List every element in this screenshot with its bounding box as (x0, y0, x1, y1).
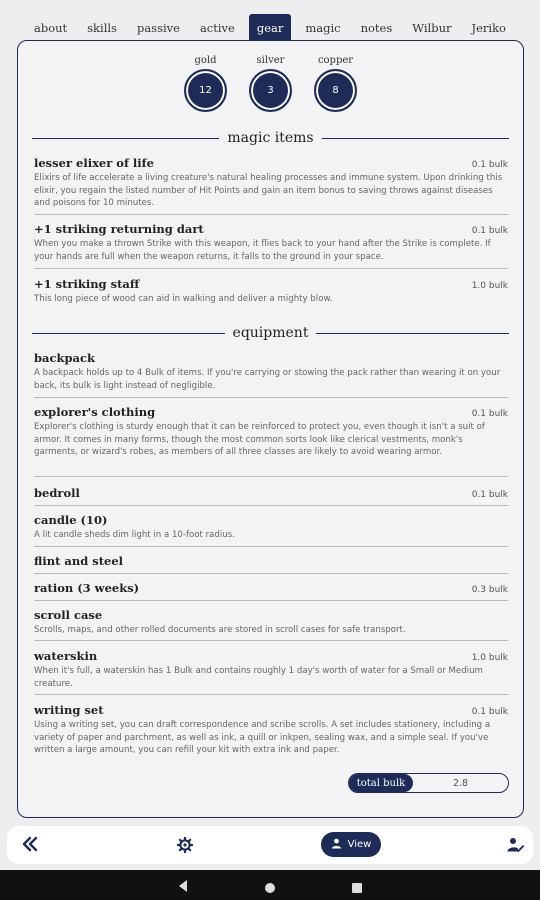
item-description: Elixirs of life accelerate a living creature's natural healing processes and immune system. Upon drinking this elixir, you regain the listed number of Hit Points and gain an item bonus to saving throws against diseases and poisons for 10 minutes. (34, 173, 503, 208)
item-description: A backpack holds up to 4 Bulk of items. If you're carrying or stowing the pack rather than wearing it on your back, its bulk is light instead of negligible. (34, 368, 501, 391)
item-name: candle (10) (34, 513, 108, 527)
item-bulk: 0.1 bulk (471, 707, 508, 717)
item-name: backpack (34, 351, 95, 365)
back-nav-icon[interactable] (177, 878, 189, 897)
tab-notes[interactable]: notes (360, 21, 393, 35)
item-description: Explorer's clothing is sturdy enough that it can be reinforced to protect you, even though it isn't a suit of armor. It comes in many forms, though the most common sorts look like clerical vestments, monk's garments, or wizard's robes, as members of all three classes are likely to avoid wearing armor. (34, 422, 485, 457)
coin-value[interactable]: 3 (249, 69, 292, 112)
total-bulk-label: total bulk (349, 774, 413, 792)
section-title: equipment (232, 325, 309, 341)
item-bulk: 1.0 bulk (471, 281, 508, 291)
tab-active[interactable]: active (199, 21, 235, 35)
item-bulk: 0.1 bulk (471, 409, 508, 419)
list-item[interactable] (34, 608, 508, 641)
item-name: explorer's clothing (34, 405, 156, 419)
tab-magic[interactable]: magic (305, 21, 341, 35)
list-item[interactable] (34, 156, 508, 215)
total-bulk-value: 2.8 (452, 777, 469, 789)
coin-value[interactable]: 8 (314, 69, 357, 112)
tab-skills[interactable]: skills (87, 21, 117, 35)
coin-label: silver (256, 55, 285, 66)
item-description: A lit candle sheds dim light in a 10-foot radius. (34, 530, 235, 540)
item-name: waterskin (34, 649, 98, 663)
item-name: lesser elixer of life (34, 156, 154, 170)
list-item[interactable] (34, 486, 508, 506)
item-description: Using a writing set, you can draft correspondence and scribe scrolls. A set includes stationery, including a variety of paper and parchment, as well as ink, a quill or inkpen, sealing wax, and a simple seal. If you've written a large amount, you can refill your kit with extra ink and paper. (34, 720, 491, 755)
coin-gold[interactable] (184, 55, 228, 112)
bottom-toolbar (7, 826, 533, 864)
home-nav-icon[interactable] (264, 879, 276, 898)
item-bulk: 0.1 bulk (471, 490, 508, 500)
coin-purse (18, 55, 523, 112)
total-bulk (348, 773, 509, 793)
list-item[interactable] (34, 351, 508, 398)
list-item[interactable] (34, 554, 508, 574)
tab-jeriko[interactable]: Jeriko (471, 21, 506, 35)
double-chevron-left-icon[interactable] (21, 835, 39, 857)
item-name: flint and steel (34, 554, 124, 568)
person-edit-icon[interactable] (507, 837, 525, 857)
list-item[interactable] (34, 649, 508, 695)
gear-icon[interactable] (177, 837, 193, 857)
coin-label: copper (317, 55, 354, 66)
system-navigation-bar (0, 870, 540, 900)
item-description: When you make a thrown Strike with this weapon, it flies back to your hand after the Strike is complete. If your hands are full when the weapon returns, it falls to the ground in your space. (34, 239, 491, 262)
view-button[interactable] (321, 832, 381, 857)
item-bulk: 0.1 bulk (471, 160, 508, 170)
coin-label: gold (194, 55, 217, 66)
item-description: This long piece of wood can aid in walking and deliver a mighty blow. (34, 294, 333, 304)
item-description: Scrolls, maps, and other rolled documents are stored in scroll cases for safe transport. (34, 625, 406, 635)
magic-items-header (32, 129, 509, 147)
equipment-header (32, 324, 509, 342)
item-bulk: 0.1 bulk (471, 226, 508, 236)
item-name: bedroll (34, 486, 80, 500)
gear-panel (17, 40, 524, 818)
tab-bar (28, 14, 512, 42)
coin-copper[interactable] (314, 55, 358, 112)
item-name: scroll case (34, 608, 103, 622)
item-description: When it's full, a waterskin has 1 Bulk and contains roughly 1 day's worth of water for a Small or Medium creature. (34, 666, 483, 689)
item-name: ration (3 weeks) (34, 581, 140, 595)
tab-passive[interactable]: passive (136, 21, 180, 35)
tab-gear[interactable]: gear (249, 14, 292, 43)
list-item[interactable] (34, 405, 508, 477)
recents-nav-icon[interactable] (351, 879, 363, 898)
item-bulk: 1.0 bulk (471, 653, 508, 663)
item-name: +1 striking returning dart (34, 222, 204, 236)
list-item[interactable] (34, 222, 508, 269)
list-item[interactable] (34, 581, 508, 601)
tab-wilbur[interactable]: Wilbur (412, 21, 452, 35)
coin-value[interactable]: 12 (184, 69, 227, 112)
view-button-label: View (347, 839, 372, 850)
item-name: writing set (34, 703, 104, 717)
person-icon (331, 838, 342, 852)
item-name: +1 striking staff (34, 277, 140, 291)
section-title: magic items (227, 130, 314, 146)
coin-silver[interactable] (249, 55, 293, 112)
list-item[interactable] (34, 513, 508, 547)
tab-about[interactable]: about (34, 21, 68, 35)
item-bulk: 0.3 bulk (471, 585, 508, 595)
list-item[interactable] (34, 703, 508, 763)
list-item[interactable] (34, 277, 508, 311)
